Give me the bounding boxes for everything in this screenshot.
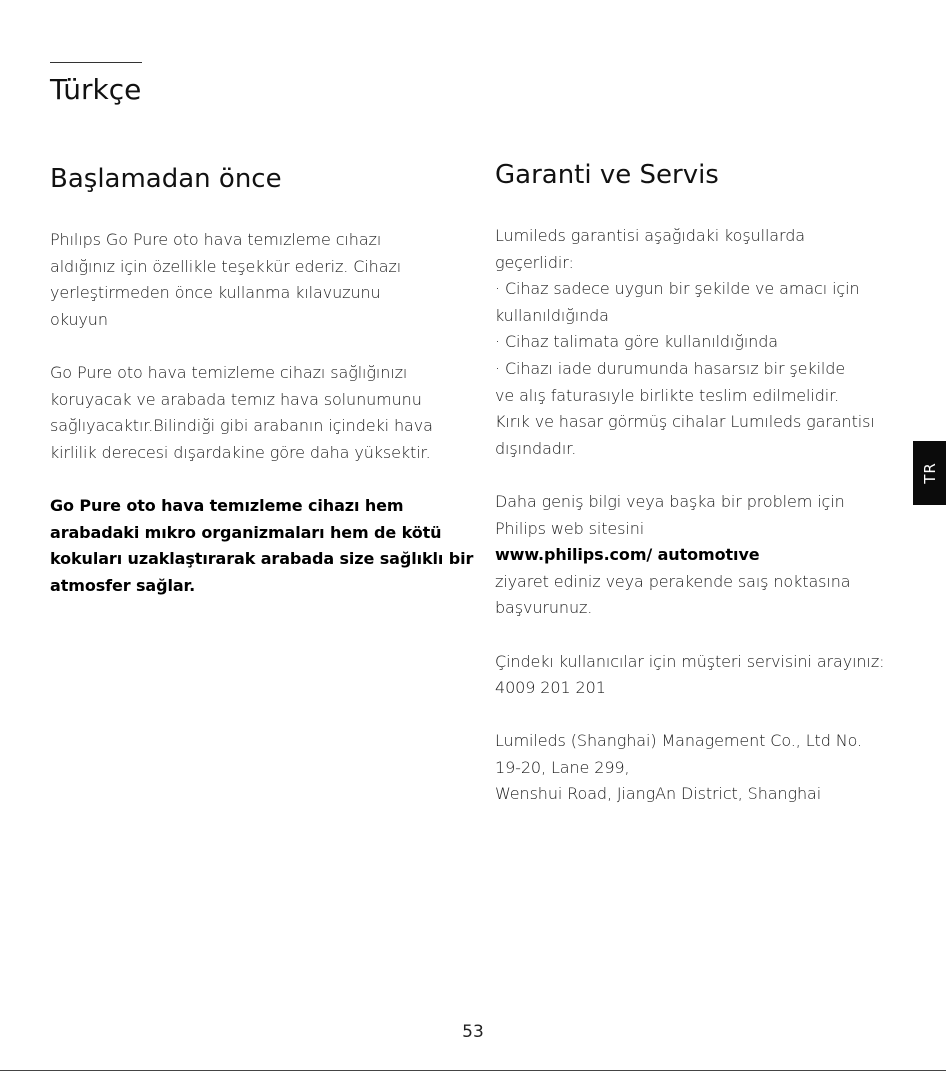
intro-paragraph	[50, 227, 450, 333]
text-line: sağlıyacaktır.Bilindiği gibi arabanın içindeki hava	[50, 416, 433, 436]
text-line: kirlilik derecesi dışardakine göre daha yüksektir.	[50, 442, 431, 462]
warranty-conditions-paragraph	[495, 223, 905, 462]
text-line: koruyacak ve arabada temız hava solunumunu	[50, 389, 422, 409]
bottom-rule	[0, 1070, 946, 1071]
text-line: kokuları uzaklaştırarak arabada size sağlıklı bir	[50, 549, 474, 569]
text-line: dışındadır.	[495, 438, 577, 458]
text-line: Go Pure oto hava temızleme cihazı hem	[50, 495, 404, 515]
text-line: Lumileds (Shanghai) Management Co., Ltd No.	[495, 731, 863, 751]
page-number: 53	[462, 1022, 484, 1042]
section-heading-warranty: Garanti ve Servis	[495, 160, 719, 190]
text-line: Daha geniş bilgi veya başka bir problem için	[495, 491, 845, 511]
bold-benefit-paragraph	[50, 493, 474, 599]
phone-number: 4009 201 201	[495, 678, 606, 698]
left-column	[50, 158, 474, 599]
right-column	[495, 158, 905, 808]
top-rule	[50, 62, 142, 63]
website-paragraph	[495, 489, 905, 622]
language-side-tab	[913, 441, 946, 505]
address-paragraph	[495, 728, 905, 808]
language-title: Türkçe	[50, 73, 142, 106]
text-line: Çindekı kullanıcılar için müşteri servisini arayınız:	[495, 651, 885, 671]
text-line: Phılıps Go Pure oto hava temızleme cıhazı	[50, 230, 382, 249]
text-line: geçerlidir:	[495, 252, 574, 272]
text-line: kullanıldığında	[495, 305, 609, 325]
text-line: Lumileds garantisi aşağıdaki koşullarda	[495, 226, 805, 245]
section-heading-before-start: Başlamadan önce	[50, 164, 282, 194]
text-line: · Cihaz sadece uygun bir şekilde ve amacı için	[495, 279, 860, 299]
text-line: atmosfer sağlar.	[50, 575, 196, 595]
text-line: 19-20, Lane 299,	[495, 757, 630, 777]
customer-service-paragraph	[495, 649, 905, 702]
text-line: yerleştirmeden önce kullanma kılavuzunu	[50, 283, 381, 303]
text-line: ve alış faturasıyle birlikte teslim edilmelidir.	[495, 385, 840, 405]
text-line: ziyaret ediniz veya perakende saış noktasına	[495, 571, 851, 591]
text-line: okuyun	[50, 309, 108, 329]
text-line: arabadaki mıkro organizmaları hem de kötü	[50, 522, 442, 542]
text-line: Philips web sitesini	[495, 518, 645, 538]
text-line: Kırık ve hasar görmüş cihalar Lumıleds garantisı	[495, 412, 875, 432]
health-paragraph	[50, 360, 450, 466]
text-line: Wenshui Road, JiangAn District, Shanghai	[495, 784, 822, 804]
language-side-tab-label: TR	[920, 462, 939, 484]
text-line: aldığınız için özellikle teşekkür ederiz. Cihazı	[50, 256, 402, 276]
text-line: · Cihaz talimata göre kullanıldığında	[495, 332, 778, 352]
website-link[interactable]: www.philips.com/ automotıve	[495, 545, 760, 565]
text-line: başvurunuz.	[495, 598, 593, 618]
text-line: Go Pure oto hava temizleme cihazı sağlığınızı	[50, 362, 408, 382]
text-line: · Cihazı iade durumunda hasarsız bir şekilde	[495, 358, 846, 378]
